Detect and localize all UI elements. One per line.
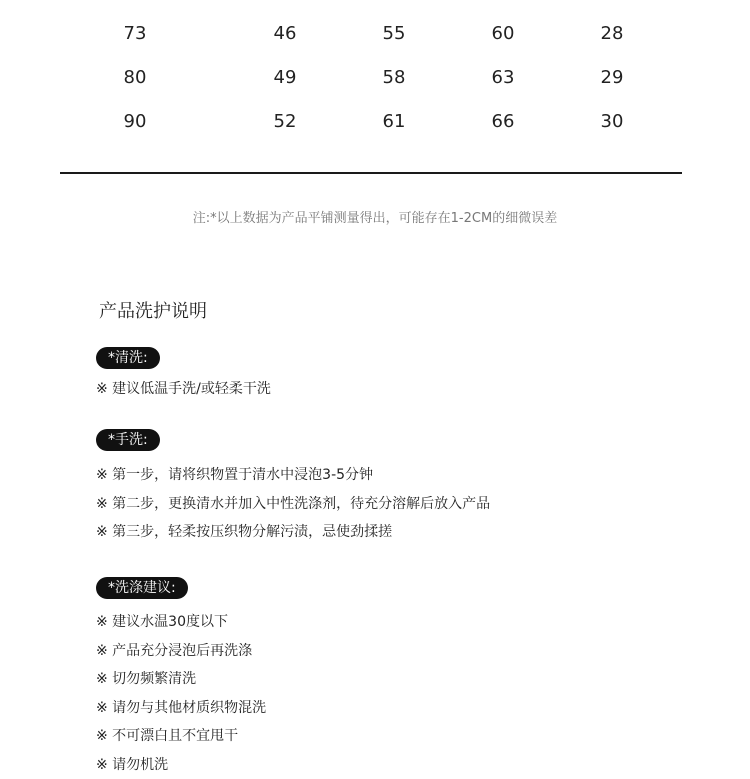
size-cell: 73: [105, 22, 165, 46]
size-cell: 61: [364, 110, 424, 134]
measurement-note: 注:*以上数据为产品平铺测量得出，可能存在1-2CM的细微误差: [0, 209, 750, 229]
care-item: ※ 建议低温手洗/或轻柔干洗: [96, 375, 271, 404]
care-list: [96, 461, 490, 547]
size-row: [0, 100, 750, 144]
size-cell: 90: [105, 110, 165, 134]
size-cell: 29: [582, 66, 642, 90]
section-label: *清洗:: [96, 347, 160, 369]
care-item: ※ 第二步，更换清水并加入中性洗涤剂，待充分溶解后放入产品: [96, 490, 490, 519]
care-section-clean: [96, 347, 271, 404]
size-cell: 52: [255, 110, 315, 134]
section-label: *手洗:: [96, 429, 160, 451]
size-cell: 60: [473, 22, 533, 46]
care-item: ※ 产品充分浸泡后再洗涤: [96, 637, 266, 666]
size-cell: 58: [364, 66, 424, 90]
care-list: [96, 608, 266, 779]
section-label: *洗涤建议:: [96, 577, 188, 599]
care-item: ※ 建议水温30度以下: [96, 608, 266, 637]
care-list: [96, 375, 271, 404]
size-cell: 63: [473, 66, 533, 90]
care-item: ※ 第三步，轻柔按压织物分解污渍，忌使劲揉搓: [96, 518, 490, 547]
size-table: [0, 12, 750, 144]
size-cell: 30: [582, 110, 642, 134]
care-section-handwash: [96, 429, 490, 547]
size-cell: 66: [473, 110, 533, 134]
size-cell: 49: [255, 66, 315, 90]
care-title: 产品洗护说明: [99, 300, 207, 324]
size-cell: 28: [582, 22, 642, 46]
size-cell: 46: [255, 22, 315, 46]
care-item: ※ 第一步，请将织物置于清水中浸泡3-5分钟: [96, 461, 490, 490]
care-section-wash-advice: [96, 577, 266, 779]
care-item: ※ 请勿机洗: [96, 751, 266, 779]
care-item: ※ 请勿与其他材质织物混洗: [96, 694, 266, 723]
size-cell: 80: [105, 66, 165, 90]
size-row: [0, 12, 750, 56]
size-cell: 55: [364, 22, 424, 46]
table-divider: [60, 172, 682, 174]
care-item: ※ 不可漂白且不宜甩干: [96, 722, 266, 751]
size-row: [0, 56, 750, 100]
care-item: ※ 切勿频繁清洗: [96, 665, 266, 694]
